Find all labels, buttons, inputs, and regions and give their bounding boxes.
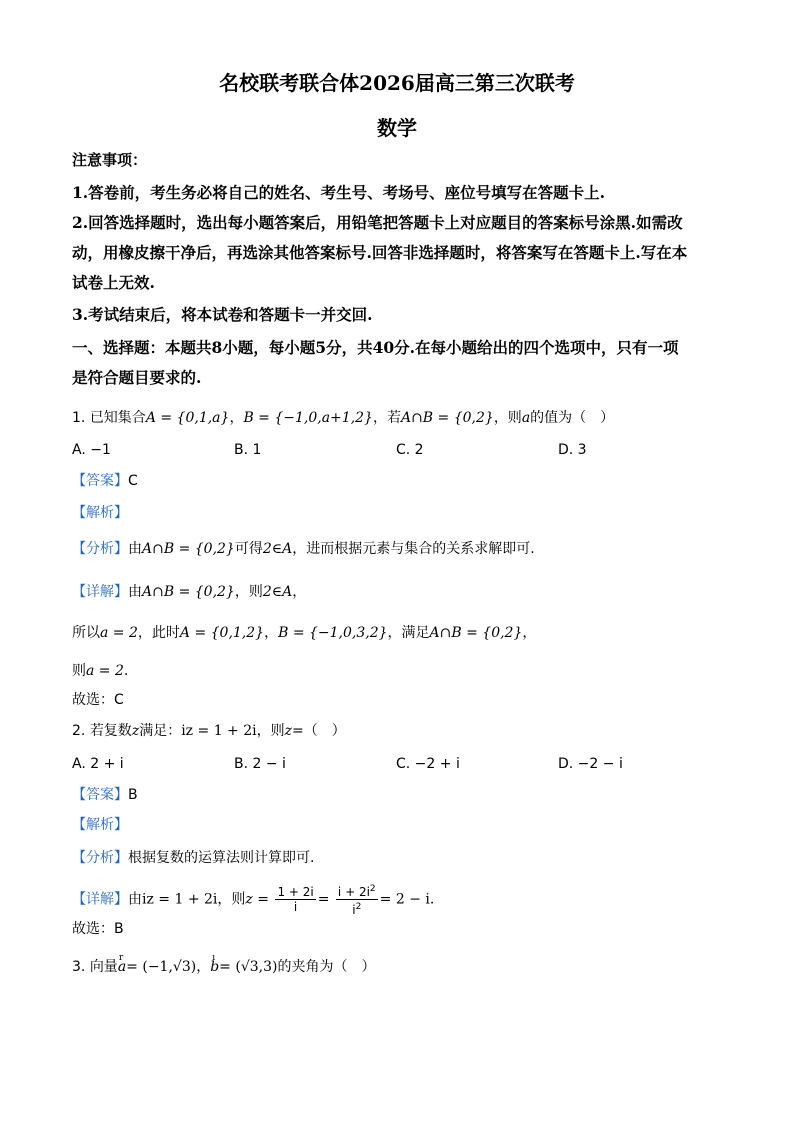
q2-answer-line bbox=[72, 785, 138, 805]
math-expr: A = {0,1,2} bbox=[179, 625, 265, 641]
xiangjie-label: 【详解】 bbox=[72, 891, 128, 908]
subject-title: 数学 bbox=[377, 116, 417, 140]
final-value: B bbox=[114, 921, 124, 937]
text: 则 bbox=[72, 663, 86, 679]
xiangjie-label: 【详解】 bbox=[72, 584, 128, 600]
question-1-stem: 1. 已知集合A = {0,1,a}，B = {−1,0,a+1,2}，若A∩B = {0,2}，则a的值为（ ） bbox=[72, 410, 615, 426]
math-expr: A∩B = {0,2} bbox=[429, 625, 523, 641]
q1-fenxi-line bbox=[72, 539, 535, 559]
final-value: C bbox=[114, 692, 124, 708]
text: 由 bbox=[128, 891, 142, 908]
variable-a: a bbox=[521, 410, 531, 426]
math-expr: = (√3,3) bbox=[219, 959, 278, 975]
guxuan-label: 故选： bbox=[72, 921, 114, 937]
question-number: 2. bbox=[72, 723, 86, 739]
stem-text: ，若 bbox=[372, 410, 401, 426]
q1-final-choice bbox=[72, 690, 124, 710]
notice-item-2-line-1: 2.回答选择题时，选出每小题答案后，用铅笔把答题卡上对应题目的答案标号涂黑.如需改 bbox=[72, 213, 683, 232]
section-1-line-2: 是符合题目要求的. bbox=[72, 368, 202, 387]
math-expr: 2∈A bbox=[262, 584, 293, 600]
text: 向量 bbox=[89, 959, 118, 975]
q2-final-choice bbox=[72, 919, 124, 939]
guxuan-label: 故选： bbox=[72, 692, 114, 708]
q1-analysis-label bbox=[72, 503, 128, 523]
question-number: 1. bbox=[72, 410, 86, 426]
equals-sign: = bbox=[317, 891, 330, 908]
vector-b: ı b bbox=[210, 957, 219, 977]
intersection-expr: A∩B = {0,2} bbox=[400, 410, 494, 426]
math-expr: iz = 1 + 2i bbox=[181, 723, 257, 739]
analysis-label: 【解析】 bbox=[72, 817, 128, 833]
math-expr: a = 2 bbox=[86, 663, 124, 679]
q2-option-b: B. 2 − i bbox=[234, 756, 286, 772]
text: 满足： bbox=[139, 723, 182, 739]
text: ， bbox=[264, 625, 279, 641]
math-expr: A∩B = {0,2} bbox=[142, 541, 235, 557]
notice-heading: 注意事项： bbox=[72, 151, 148, 169]
fenxi-label: 【分析】 bbox=[72, 541, 128, 557]
text: ，则 bbox=[256, 723, 285, 739]
variable-z: z bbox=[284, 723, 293, 739]
fraction bbox=[336, 882, 378, 917]
text: ，则 bbox=[217, 891, 246, 908]
fraction bbox=[275, 885, 315, 914]
notice-item-3: 3.考试结束后，将本试卷和答题卡一并交回. bbox=[72, 305, 373, 324]
stem-text: ，则 bbox=[493, 410, 522, 426]
page-title: 名校联考联合体2026届高三第三次联考 bbox=[219, 71, 575, 95]
text: ，满足 bbox=[387, 625, 430, 641]
text: 由 bbox=[128, 584, 142, 600]
notice-item-1: 1.答卷前，考生务必将自己的姓名、考生号、考场号、座位号填写在答题卡上. bbox=[72, 183, 606, 202]
q2-option-a: A. 2 + i bbox=[72, 756, 124, 772]
text: 的夹角为（ ） bbox=[277, 959, 376, 975]
math-expr: iz = 1 + 2i bbox=[142, 891, 218, 908]
set-b-expr: B = {−1,0,a+1,2} bbox=[243, 410, 373, 426]
question-3-stem bbox=[72, 957, 375, 977]
notice-item-2-line-2: 动，用橡皮擦干净后，再选涂其他答案标号.回答非选择题时，将答案写在答题卡上.写在本 bbox=[72, 243, 688, 262]
math-expr: A∩B = {0,2} bbox=[142, 584, 235, 600]
text: =（ ） bbox=[292, 723, 346, 739]
q1-detail-line-2 bbox=[72, 623, 536, 643]
q2-fenxi-line bbox=[72, 848, 314, 868]
denominator: i bbox=[293, 900, 298, 914]
q2-option-d: D. −2 − i bbox=[558, 756, 623, 772]
answer-label: 【答案】 bbox=[72, 787, 128, 803]
q2-option-c: C. −2 + i bbox=[396, 756, 460, 772]
fenxi-label: 【分析】 bbox=[72, 850, 128, 866]
text: 根据复数的运算法则计算即可. bbox=[128, 850, 315, 866]
q1-detail-line-3 bbox=[72, 661, 128, 681]
text: ， bbox=[292, 584, 307, 600]
answer-label: 【答案】 bbox=[72, 473, 128, 489]
set-a-expr: A = {0,1,a} bbox=[145, 410, 230, 426]
q1-option-c: C. 2 bbox=[396, 442, 424, 458]
q1-answer-line bbox=[72, 471, 138, 491]
q1-option-d: D. 3 bbox=[558, 442, 587, 458]
math-expr: = 2 − i. bbox=[379, 891, 435, 908]
text: ，此时 bbox=[137, 625, 180, 641]
q2-xiangjie-line bbox=[72, 882, 434, 917]
text: . bbox=[123, 663, 129, 679]
math-expr: z = bbox=[245, 891, 269, 908]
text: ， bbox=[196, 959, 211, 975]
analysis-label: 【解析】 bbox=[72, 505, 128, 521]
answer-value: B bbox=[128, 787, 138, 803]
text: 由 bbox=[128, 541, 142, 557]
math-expr: = (−1,√3) bbox=[126, 959, 197, 975]
q2-analysis-label bbox=[72, 815, 128, 835]
section-1-line-1: 一、选择题：本题共8小题，每小题5分，共40分.在每小题给出的四个选项中，只有一项 bbox=[72, 338, 679, 357]
stem-text: 的值为（ ） bbox=[530, 410, 615, 426]
denominator: $i^2$ bbox=[352, 902, 362, 917]
stem-text: 已知集合 bbox=[89, 410, 146, 426]
text: 所以 bbox=[72, 625, 100, 641]
variable-z: z bbox=[131, 723, 140, 739]
q1-option-a: A. −1 bbox=[72, 442, 111, 458]
question-number: 3. bbox=[72, 959, 86, 975]
notice-item-2-line-3: 试卷上无效. bbox=[72, 273, 155, 292]
math-expr: 2∈A bbox=[262, 541, 293, 557]
q1-xiangjie-line bbox=[72, 582, 306, 602]
numerator: 1 + 2i bbox=[277, 885, 314, 899]
vector-a: r a bbox=[118, 957, 126, 977]
q1-option-b: B. 1 bbox=[234, 442, 262, 458]
text: 若复数 bbox=[89, 723, 132, 739]
question-2-stem bbox=[72, 721, 346, 741]
text: ，则 bbox=[234, 584, 263, 600]
text: ，进而根据元素与集合的关系求解即可. bbox=[292, 541, 535, 557]
answer-value: C bbox=[128, 473, 138, 489]
text: 可得 bbox=[234, 541, 263, 557]
math-expr: a = 2 bbox=[100, 625, 138, 641]
text: ， bbox=[522, 625, 537, 641]
math-expr: B = {−1,0,3,2} bbox=[278, 625, 388, 641]
numerator: $i + 2i^2$ bbox=[337, 884, 376, 899]
